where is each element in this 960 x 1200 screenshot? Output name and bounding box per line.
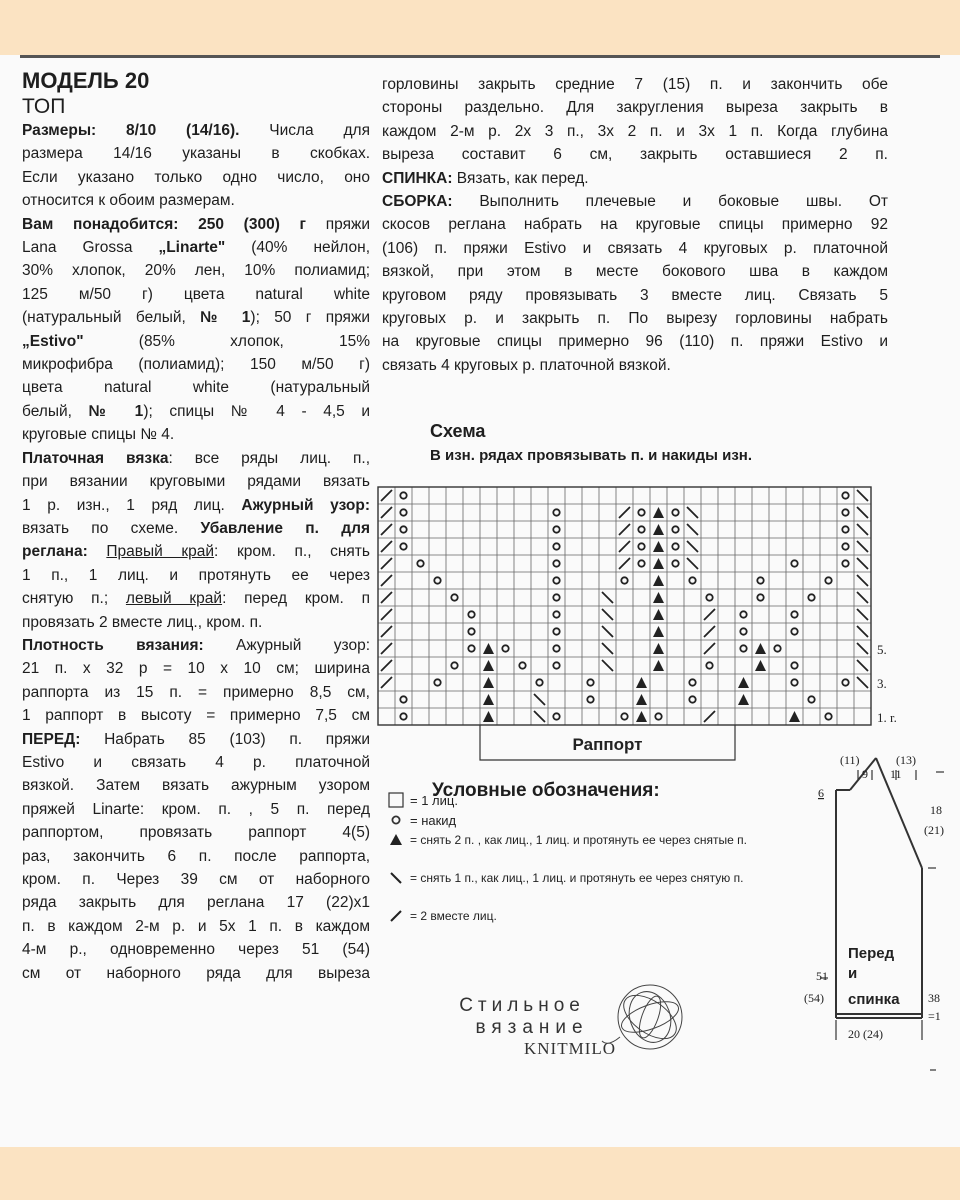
chart-double-decrease bbox=[738, 694, 749, 705]
square-icon bbox=[382, 792, 410, 808]
chart-ssk bbox=[857, 660, 868, 671]
chart-yarn-over bbox=[842, 679, 848, 685]
text-line: вязкой. Затем вязать ажурным узором bbox=[22, 777, 370, 795]
chart-ssk bbox=[857, 609, 868, 620]
text-line: Lana Grossa „Linarte" (40% нейлон, bbox=[22, 239, 370, 257]
left-column bbox=[22, 67, 370, 985]
dim-top-d: 11 bbox=[890, 767, 902, 781]
chart-k2tog bbox=[381, 558, 392, 569]
chart-double-decrease bbox=[483, 660, 494, 671]
text-line: 1 раппорт в высоту = примерно 7,5 см bbox=[22, 707, 370, 725]
text-line: выреза составит 6 см, закрыть оставшиеся 2 п. bbox=[382, 146, 888, 164]
chart-ssk bbox=[857, 490, 868, 501]
chart-yarn-over bbox=[689, 577, 695, 583]
text-line: на круговые спицы примерно 96 (110) п. пряжи Estivo и bbox=[382, 333, 888, 351]
chart-yarn-over bbox=[825, 577, 831, 583]
text-line: Плотность вязания: Ажурный узор: bbox=[22, 636, 370, 654]
text-line: 1 п., 1 лиц. и протянуть ее через bbox=[22, 566, 370, 584]
text-line: провязать 2 вместе лиц., кром. п. bbox=[22, 613, 263, 631]
dim-left-a: 51 bbox=[816, 969, 828, 983]
chart-yarn-over bbox=[638, 526, 644, 532]
chart-k2tog bbox=[381, 660, 392, 671]
chart-ssk bbox=[687, 507, 698, 518]
chart-ssk bbox=[602, 643, 613, 654]
chart-k2tog bbox=[704, 609, 715, 620]
text-line: (натуральный белый, № 1); 50 г пряжи bbox=[22, 309, 370, 327]
dim-right-top-b: (21) bbox=[924, 823, 944, 837]
chart-k2tog bbox=[704, 711, 715, 722]
backslash-icon bbox=[382, 870, 410, 886]
chart-ssk bbox=[602, 660, 613, 671]
chart-yarn-over bbox=[672, 560, 678, 566]
chart-yarn-over bbox=[740, 628, 746, 634]
chart-k2tog bbox=[381, 507, 392, 518]
chart-double-decrease bbox=[653, 626, 664, 637]
legend-item-k2tog: = 2 вместе лиц. bbox=[382, 908, 795, 925]
brand-line-2: вязание bbox=[475, 1017, 589, 1038]
chart-yarn-over bbox=[451, 662, 457, 668]
chart-yarn-over bbox=[638, 543, 644, 549]
dim-top-c: 9 bbox=[862, 767, 868, 781]
lace-pattern-chart bbox=[376, 485, 897, 754]
chart-yarn-over bbox=[825, 713, 831, 719]
chart-yarn-over bbox=[706, 662, 712, 668]
text-line: 21 п. х 32 р = 10 х 10 см; ширина bbox=[22, 660, 370, 678]
chart-k2tog bbox=[381, 677, 392, 688]
chart-double-decrease bbox=[738, 677, 749, 688]
text-line: СБОРКА: Выполнить плечевые и боковые швы. От bbox=[382, 193, 888, 211]
text-line: ПЕРЕД: Набрать 85 (103) п. пряжи bbox=[22, 730, 370, 748]
text-line: каждом 2-м р. 2х 3 п., 3х 2 п. и 3х 1 п. Когда глубина bbox=[382, 122, 888, 140]
dim-neck: 6 bbox=[818, 786, 824, 800]
chart-yarn-over bbox=[621, 713, 627, 719]
chart-ssk bbox=[857, 507, 868, 518]
text-line: раппорта из 15 п. = примерно 8,5 см, bbox=[22, 683, 370, 701]
chart-double-decrease bbox=[653, 592, 664, 603]
text-line: реглана: Правый край: кром. п., снять bbox=[22, 543, 370, 561]
text-line: СПИНКА: Вязать, как перед. bbox=[382, 169, 589, 187]
chart-ssk bbox=[534, 694, 545, 705]
chart-yarn-over bbox=[400, 526, 406, 532]
text-line: размера 14/16 указаны в скобках. bbox=[22, 145, 370, 163]
chart-yarn-over bbox=[468, 628, 474, 634]
chart-k2tog bbox=[381, 609, 392, 620]
text-line: 4-м р., одновременно через 51 (54) bbox=[22, 941, 370, 959]
scheme-subtitle: В изн. рядах провязывать п. и накиды изн. bbox=[430, 447, 753, 464]
text-line: Если указано только одно число, оно bbox=[22, 168, 370, 186]
text-line: см от наборного ряда для выреза bbox=[22, 964, 370, 982]
chart-yarn-over bbox=[672, 543, 678, 549]
chart-double-decrease bbox=[636, 711, 647, 722]
chart-ssk bbox=[857, 592, 868, 603]
chart-yarn-over bbox=[740, 645, 746, 651]
text-line: „Estivo" (85% хлопок, 15% bbox=[22, 332, 370, 350]
chart-yarn-over bbox=[706, 594, 712, 600]
left-text bbox=[22, 119, 370, 985]
chart-yarn-over bbox=[400, 492, 406, 498]
chart-k2tog bbox=[381, 575, 392, 586]
text-line: вязкой, при этом в месте бокового шва в каждом bbox=[382, 263, 888, 281]
legend-title: Условные обозначения: bbox=[432, 780, 660, 801]
text-line: при вязании круговыми рядами вязать bbox=[22, 473, 370, 491]
legend-item-knit: = 1 лиц. bbox=[382, 792, 795, 809]
chart-k2tog bbox=[704, 643, 715, 654]
legend-item-yarn-over: = накид bbox=[382, 812, 795, 829]
text-line: скосов реглана набрать на круговые спицы примерно 92 bbox=[382, 216, 888, 234]
repeat-label: Раппорт bbox=[572, 735, 643, 754]
chart-yarn-over bbox=[842, 526, 848, 532]
chart-yarn-over bbox=[808, 696, 814, 702]
text-line: круговом ряду провязывать 3 вместе лиц. Связать 5 bbox=[382, 286, 888, 304]
chart-yarn-over bbox=[434, 679, 440, 685]
chart-yarn-over bbox=[842, 509, 848, 515]
chart-yarn-over bbox=[553, 713, 559, 719]
chart-yarn-over bbox=[553, 509, 559, 515]
chart-yarn-over bbox=[791, 560, 797, 566]
chart-double-decrease bbox=[636, 694, 647, 705]
chart-double-decrease bbox=[789, 711, 800, 722]
chart-ssk bbox=[534, 711, 545, 722]
right-column bbox=[382, 73, 888, 377]
chart-yarn-over bbox=[757, 577, 763, 583]
chart-k2tog bbox=[381, 490, 392, 501]
chart-double-decrease bbox=[653, 524, 664, 535]
chart-yarn-over bbox=[400, 696, 406, 702]
chart-double-decrease bbox=[483, 643, 494, 654]
text-line: п. в каждом 2-м р. и 5х 1 п. в каждом bbox=[22, 917, 370, 935]
chart-yarn-over bbox=[621, 577, 627, 583]
dim-right-top-a: 18 bbox=[930, 803, 942, 817]
chart-k2tog bbox=[619, 507, 630, 518]
chart-double-decrease bbox=[653, 507, 664, 518]
scheme-title: Схема bbox=[430, 421, 486, 441]
chart-k2tog bbox=[381, 626, 392, 637]
chart-double-decrease bbox=[755, 643, 766, 654]
chart-yarn-over bbox=[536, 679, 542, 685]
chart-ssk bbox=[602, 592, 613, 603]
legend-item-ssk: = снять 1 п., как лиц., 1 лиц. и протянуть ее через снятую п. bbox=[382, 870, 795, 887]
text-line: круговых р. и закрыть п. По вырезу горловины набрать bbox=[382, 310, 888, 328]
chart-double-decrease bbox=[653, 643, 664, 654]
right-text bbox=[382, 73, 888, 377]
text-line: относится к обоим размерам. bbox=[22, 192, 235, 210]
row-label: 1. r. bbox=[877, 710, 897, 725]
chart-k2tog bbox=[619, 524, 630, 535]
chart-yarn-over bbox=[451, 594, 457, 600]
text-line: снятую п.; левый край: перед кром. п bbox=[22, 590, 371, 608]
legend-item-double-decrease: = снять 2 п. , как лиц., 1 лиц. и протянуть ее через снятые п. bbox=[382, 832, 795, 849]
brand-block bbox=[428, 995, 616, 1059]
text-line: (106) п. пряжи Estivo и связать 4 круговых р. платочной bbox=[382, 239, 888, 257]
chart-yarn-over bbox=[842, 492, 848, 498]
text-line: Платочная вязка: все ряды лиц. п., bbox=[22, 449, 370, 467]
brand-line-1: Стильное bbox=[459, 995, 585, 1016]
chart-yarn-over bbox=[553, 543, 559, 549]
chart-double-decrease bbox=[653, 660, 664, 671]
chart-yarn-over bbox=[808, 594, 814, 600]
chart-double-decrease bbox=[636, 677, 647, 688]
brand-line-3: KNITMILO bbox=[524, 1039, 617, 1058]
chart-double-decrease bbox=[653, 609, 664, 620]
chart-yarn-over bbox=[638, 560, 644, 566]
chart-double-decrease bbox=[483, 677, 494, 688]
dim-right-mid: 38 bbox=[928, 991, 940, 1005]
dim-bottom: 20 (24) bbox=[848, 1027, 883, 1041]
chart-double-decrease bbox=[653, 575, 664, 586]
text-line: белый, № 1); спицы № 4 - 4,5 и bbox=[22, 402, 370, 420]
chart-yarn-over bbox=[791, 628, 797, 634]
chart-yarn-over bbox=[672, 526, 678, 532]
text-line: 1 р. изн., 1 ряд лиц. Ажурный узор: bbox=[22, 496, 370, 514]
chart-double-decrease bbox=[653, 558, 664, 569]
chart-yarn-over bbox=[655, 713, 661, 719]
chart-yarn-over bbox=[502, 645, 508, 651]
chart-ssk bbox=[602, 609, 613, 620]
dim-left-b: (54) bbox=[804, 991, 824, 1005]
garment-type: ТОП bbox=[22, 95, 66, 118]
chart-yarn-over bbox=[553, 645, 559, 651]
garment-schematic bbox=[800, 750, 955, 1050]
chart-double-decrease bbox=[483, 694, 494, 705]
chart-ssk bbox=[857, 575, 868, 586]
dim-top-b: (13) bbox=[896, 753, 916, 767]
text-line: раз, закончить 6 п. после раппорта, bbox=[22, 847, 370, 865]
text-line: цвета natural white (натуральный bbox=[22, 379, 370, 397]
chart-k2tog bbox=[619, 558, 630, 569]
row-label: 5. bbox=[877, 642, 887, 657]
chart-yarn-over bbox=[774, 645, 780, 651]
chart-yarn-over bbox=[400, 543, 406, 549]
text-line: микрофибра (полиамид); 150 м/50 г) bbox=[22, 356, 370, 374]
chart-ssk bbox=[602, 626, 613, 637]
text-line: Estivo и связать 4 р. платочной bbox=[22, 753, 370, 771]
chart-yarn-over bbox=[468, 645, 474, 651]
text-line: круговые спицы № 4. bbox=[22, 426, 175, 444]
chart-yarn-over bbox=[842, 560, 848, 566]
chart-yarn-over bbox=[842, 543, 848, 549]
chart-ssk bbox=[857, 524, 868, 535]
chart-yarn-over bbox=[791, 662, 797, 668]
schematic-label-front: Перед bbox=[848, 945, 895, 962]
schematic-label-back: спинка bbox=[848, 991, 900, 1008]
chart-ssk bbox=[857, 626, 868, 637]
chart-yarn-over bbox=[519, 662, 525, 668]
text-line: связать 4 круговых р. платочной вязкой. bbox=[382, 356, 671, 374]
text-line: Размеры: 8/10 (14/16). Числа для bbox=[22, 122, 370, 139]
schematic-label-and: и bbox=[848, 965, 858, 982]
chart-k2tog bbox=[381, 592, 392, 603]
chart-yarn-over bbox=[553, 577, 559, 583]
chart-yarn-over bbox=[400, 713, 406, 719]
chart-yarn-over bbox=[587, 696, 593, 702]
pattern-page bbox=[0, 55, 960, 1147]
chart-yarn-over bbox=[689, 696, 695, 702]
chart-yarn-over bbox=[417, 560, 423, 566]
yarn-ball-icon bbox=[610, 977, 690, 1057]
triangle-icon bbox=[382, 832, 410, 848]
chart-yarn-over bbox=[553, 662, 559, 668]
text-line: ряда закрыть для реглана 17 (22)х1 bbox=[22, 894, 370, 912]
chart-ssk bbox=[857, 643, 868, 654]
chart-k2tog bbox=[381, 643, 392, 654]
chart-ssk bbox=[857, 677, 868, 688]
chart-yarn-over bbox=[553, 526, 559, 532]
chart-double-decrease bbox=[483, 711, 494, 722]
chart-yarn-over bbox=[638, 509, 644, 515]
text-line: стороны раздельно. Для закругления выреза закрыть в bbox=[382, 99, 888, 117]
row-label: 3. bbox=[877, 676, 887, 691]
text-line: 30% хлопок, 20% лен, 10% полиамид; bbox=[22, 262, 370, 280]
chart-yarn-over bbox=[689, 679, 695, 685]
chart-yarn-over bbox=[672, 509, 678, 515]
chart-yarn-over bbox=[791, 611, 797, 617]
chart-yarn-over bbox=[740, 611, 746, 617]
chart-ssk bbox=[687, 541, 698, 552]
text-line: 125 м/50 г) цвета natural white bbox=[22, 285, 370, 303]
chart-k2tog bbox=[619, 541, 630, 552]
dim-top-a: (11) bbox=[840, 753, 860, 767]
chart-k2tog bbox=[704, 626, 715, 637]
model-title: МОДЕЛЬ 20 bbox=[22, 68, 150, 93]
page-top-rule bbox=[20, 55, 940, 58]
chart-yarn-over bbox=[400, 509, 406, 515]
text-line: пряжей Linarte: кром. п. , 5 п. перед bbox=[22, 800, 370, 818]
chart-yarn-over bbox=[468, 611, 474, 617]
chart-k2tog bbox=[381, 541, 392, 552]
chart-yarn-over bbox=[757, 594, 763, 600]
text-line: горловины закрыть средние 7 (15) п. и закончить обе bbox=[382, 76, 888, 93]
chart-ssk bbox=[857, 541, 868, 552]
text-line: кром. п. Через 39 см от наборного bbox=[22, 871, 370, 888]
chart-ssk bbox=[857, 558, 868, 569]
chart-yarn-over bbox=[553, 628, 559, 634]
text-line: Вам понадобится: 250 (300) г пряжи bbox=[22, 215, 370, 233]
chart-yarn-over bbox=[791, 679, 797, 685]
yarn-over-icon bbox=[382, 812, 410, 828]
chart-yarn-over bbox=[553, 611, 559, 617]
chart-yarn-over bbox=[587, 679, 593, 685]
chart-yarn-over bbox=[553, 560, 559, 566]
chart-k2tog bbox=[381, 524, 392, 535]
chart-yarn-over bbox=[434, 577, 440, 583]
text-line: раппортом, провязать раппорт 4(5) bbox=[22, 824, 370, 842]
text-line: вязать по схеме. Убавление п. для bbox=[22, 519, 370, 537]
chart-double-decrease bbox=[653, 541, 664, 552]
chart-yarn-over bbox=[553, 594, 559, 600]
chart-double-decrease bbox=[755, 660, 766, 671]
slash-icon bbox=[382, 908, 410, 924]
chart-ssk bbox=[687, 558, 698, 569]
dim-bottom-right: =1 bbox=[928, 1009, 941, 1023]
chart-ssk bbox=[687, 524, 698, 535]
